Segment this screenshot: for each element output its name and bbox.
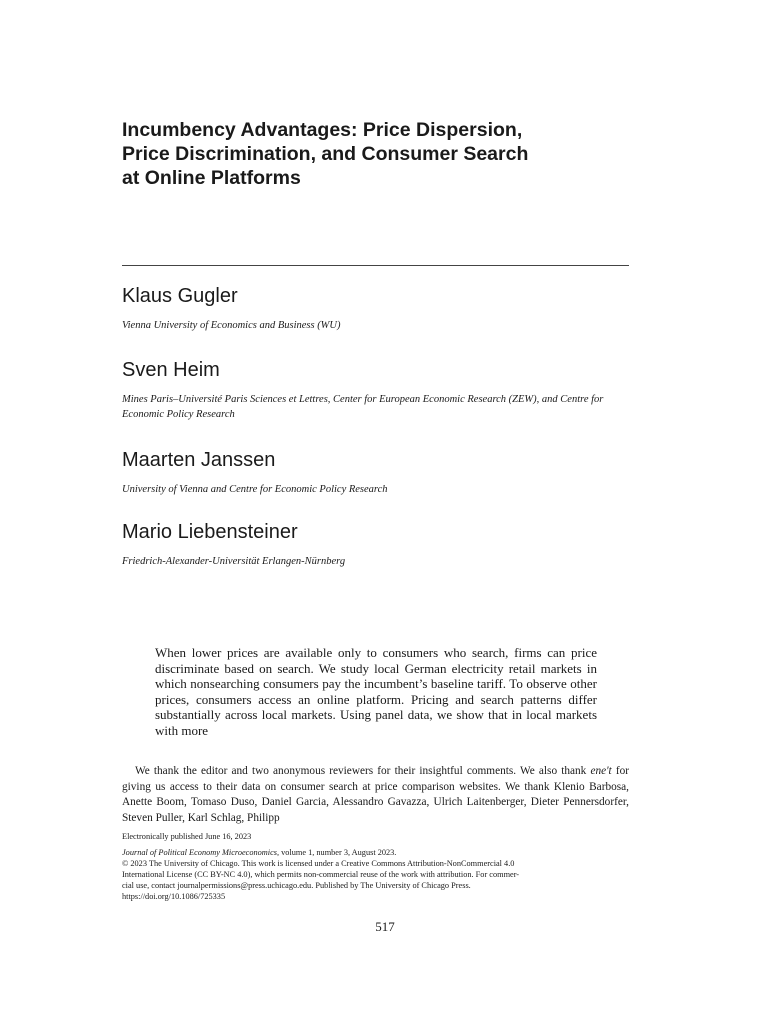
publication-info (122, 831, 629, 902)
doi-link[interactable]: https://doi.org/10.1086/725335 (122, 892, 226, 901)
author-block (122, 284, 632, 333)
author-block (122, 358, 632, 422)
author-block (122, 448, 632, 497)
author-name: Maarten Janssen (122, 449, 276, 471)
journal-issue: volume 1, number 3, August 2023. (279, 848, 397, 857)
author-block (122, 520, 632, 569)
license-line: International License (CC BY-NC 4.0), which permits non-commercial reuse of the work with attribution. For commer- (122, 870, 520, 879)
author-name: Mario Liebensteiner (122, 521, 298, 543)
page-number: 517 (375, 919, 395, 934)
abstract: When lower prices are available only to consumers who search, firms can price discriminate based on search. We study local German electricity retail markets in which nonsearching consumers pay the incumbent’s baseline tariff. To observe other prices, consumers access an online platform. Pricing and search patterns differ substantially across local markets. Using panel data, we show that in local markets with more (155, 645, 597, 738)
ack-emphasis: ene't (590, 765, 612, 777)
journal-line (122, 847, 629, 858)
author-affiliation: University of Vienna and Centre for Economic Policy Research (122, 484, 388, 495)
license-line: © 2023 The University of Chicago. This work is licensed under a Creative Commons Attribution-NonCommercial 4.0 (122, 859, 515, 868)
title-line: Price Discrimination, and Consumer Search (122, 143, 529, 165)
ack-text: We thank the editor and two anonymous reviewers for their insightful comments. We also thank (135, 765, 591, 777)
author-affiliation: Vienna University of Economics and Business (WU) (122, 320, 341, 331)
ack-text: for giving us access to their data on consumer search at price comparison websites. We thank Klenio Barbosa, Anette Boom, Tomaso Duso, Daniel Garcia, Alessandro Gavazza, Ulrich Laitenberger, Dieter Pennersdorfer, Steven Puller, Karl Schlag, Philipp (122, 765, 629, 824)
journal-name: Journal of Political Economy Microeconomics, (122, 848, 280, 857)
article-title (122, 118, 622, 190)
title-line: at Online Platforms (122, 167, 301, 189)
title-divider (122, 265, 629, 266)
license-line: cial use, contact journalpermissions@press.uchicago.edu. Published by The University of Chicago Press. (122, 881, 471, 890)
author-affiliation: Mines Paris–Université Paris Sciences et Lettres, Center for European Economic Research (ZEW), and Centre for Economic Policy Research (122, 394, 604, 420)
epub-date: Electronically published June 16, 2023 (122, 832, 252, 841)
author-name: Sven Heim (122, 359, 220, 381)
title-line: Incumbency Advantages: Price Dispersion, (122, 119, 523, 141)
author-affiliation: Friedrich-Alexander-Universität Erlangen-Nürnberg (122, 556, 346, 567)
acknowledgment-footnote (122, 764, 629, 826)
author-name: Klaus Gugler (122, 285, 238, 307)
